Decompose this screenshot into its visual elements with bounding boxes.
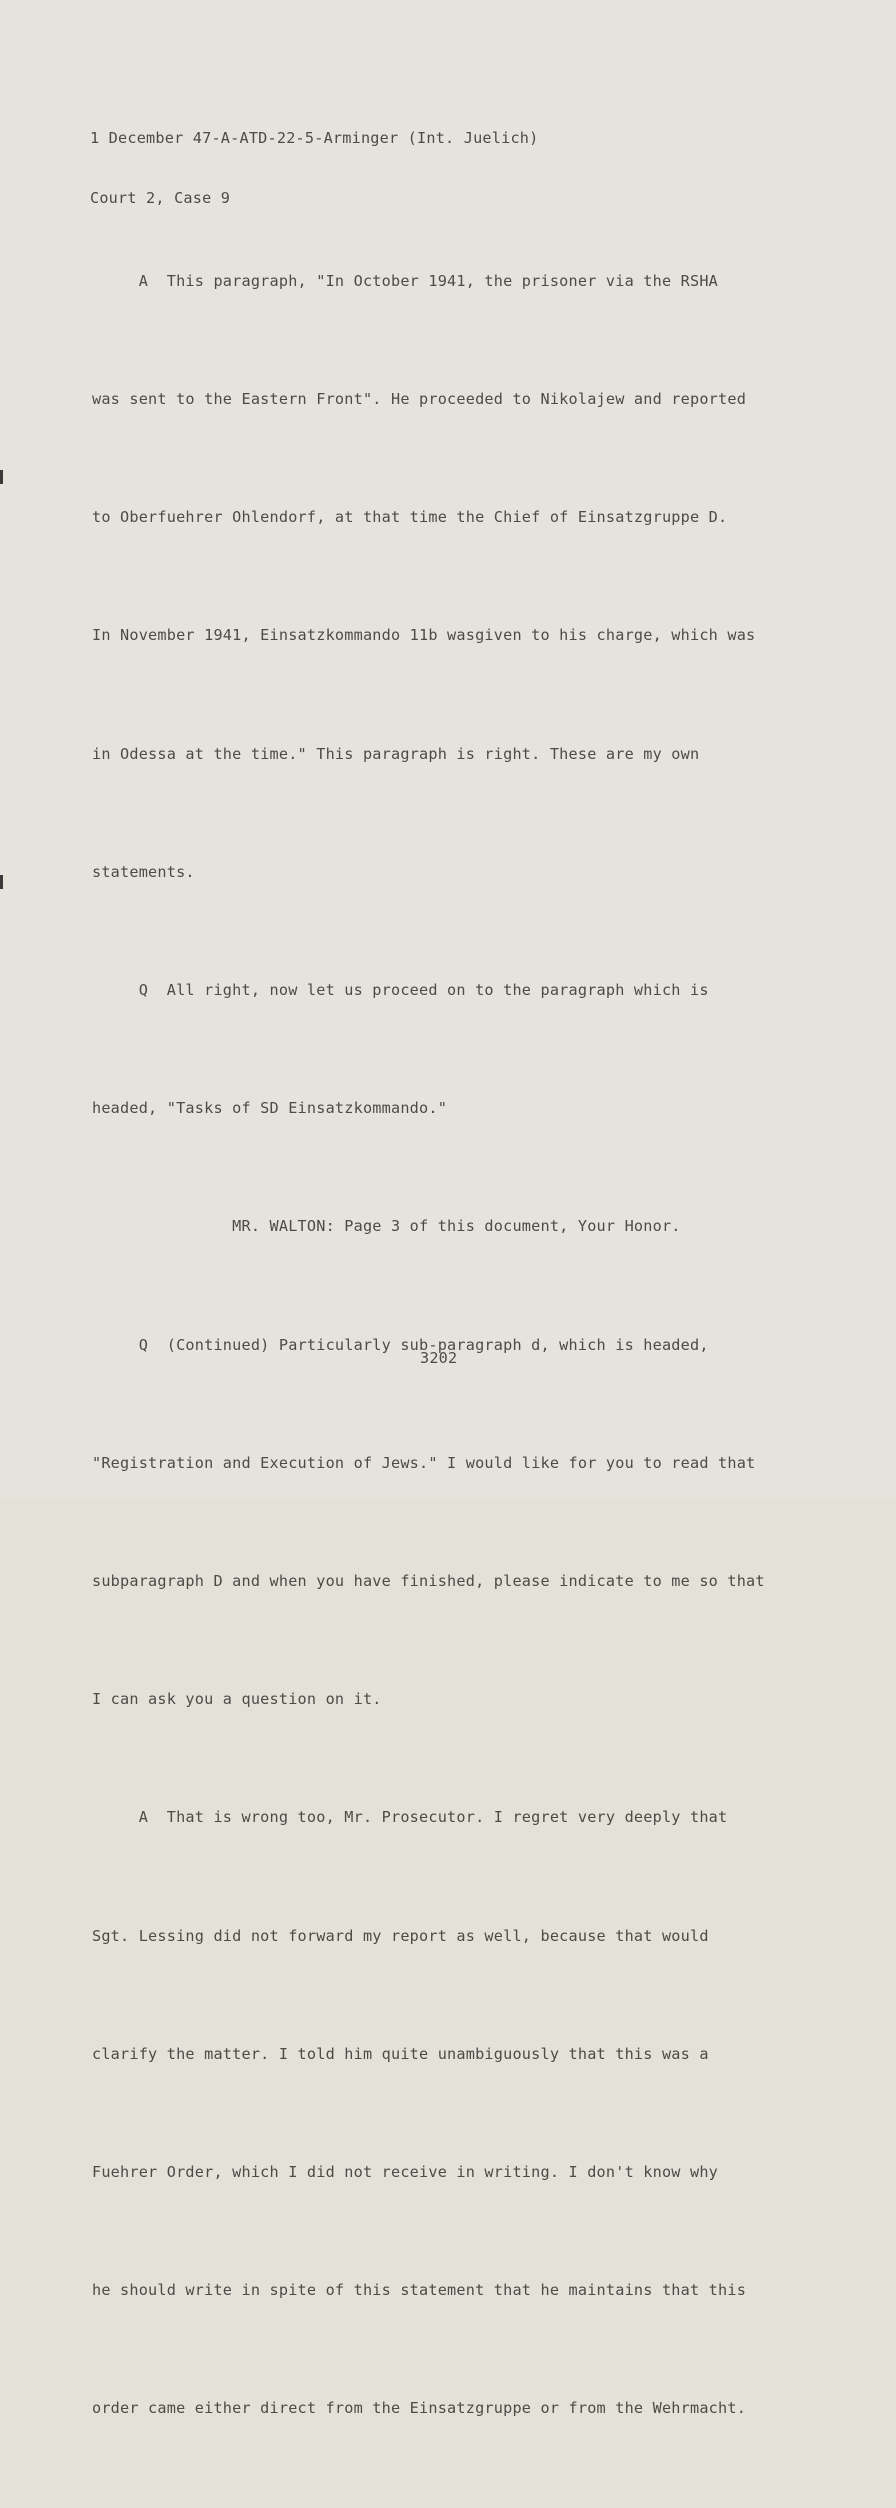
header-line-2: Court 2, Case 9 [90,189,231,207]
transcript-line: in Odessa at the time." This paragraph is right. These are my own [92,744,700,763]
transcript-line: Q All right, now let us proceed on to the paragraph which is [92,981,709,1000]
transcript-line: was sent to the Eastern Front". He proceeded to Nikolajew and reported [92,390,747,409]
transcript-line: order came either direct from the Einsatzgruppe or from the Wehrmacht. [92,2399,747,2418]
transcript-line: A That is wrong too, Mr. Prosecutor. I regret very deeply that [92,1808,728,1827]
transcript-line: Q (Continued) Particularly sub-paragraph d, which is headed, [92,1335,709,1354]
transcript-line: "Registration and Execution of Jews." I would like for you to read that [92,1453,756,1472]
transcript-line: to Oberfuehrer Ohlendorf, at that time the Chief of Einsatzgruppe D. [92,508,728,527]
transcript-line: I can ask you a question on it. [92,1690,382,1709]
binding-mark [0,470,3,484]
transcript-line: Fuehrer Order, which I did not receive in writing. I don't know why [92,2163,719,2182]
transcript-line: MR. WALTON: Page 3 of this document, Your Honor. [92,1217,681,1236]
transcript-line: headed, "Tasks of SD Einsatzkommando." [92,1099,448,1118]
transcript-line: he should write in spite of this statement that he maintains that this [92,2281,747,2300]
transcript-line: A This paragraph, "In October 1941, the prisoner via the RSHA [92,271,719,290]
page-number: 3202 [420,1349,458,1367]
transcript-line: statements. [92,862,195,881]
binding-mark [0,875,3,889]
transcript-line: subparagraph D and when you have finished, please indicate to me so that [92,1572,765,1591]
header-line-1: 1 December 47-A-ATD-22-5-Arminger (Int. Juelich) [90,129,539,147]
transcript-line: In November 1941, Einsatzkommando 11b wasgiven to his charge, which was [92,626,756,645]
transcript-body [92,183,765,2508]
transcript-line: Sgt. Lessing did not forward my report as well, because that would [92,1926,709,1945]
transcript-line: clarify the matter. I told him quite unambiguously that this was a [92,2044,709,2063]
